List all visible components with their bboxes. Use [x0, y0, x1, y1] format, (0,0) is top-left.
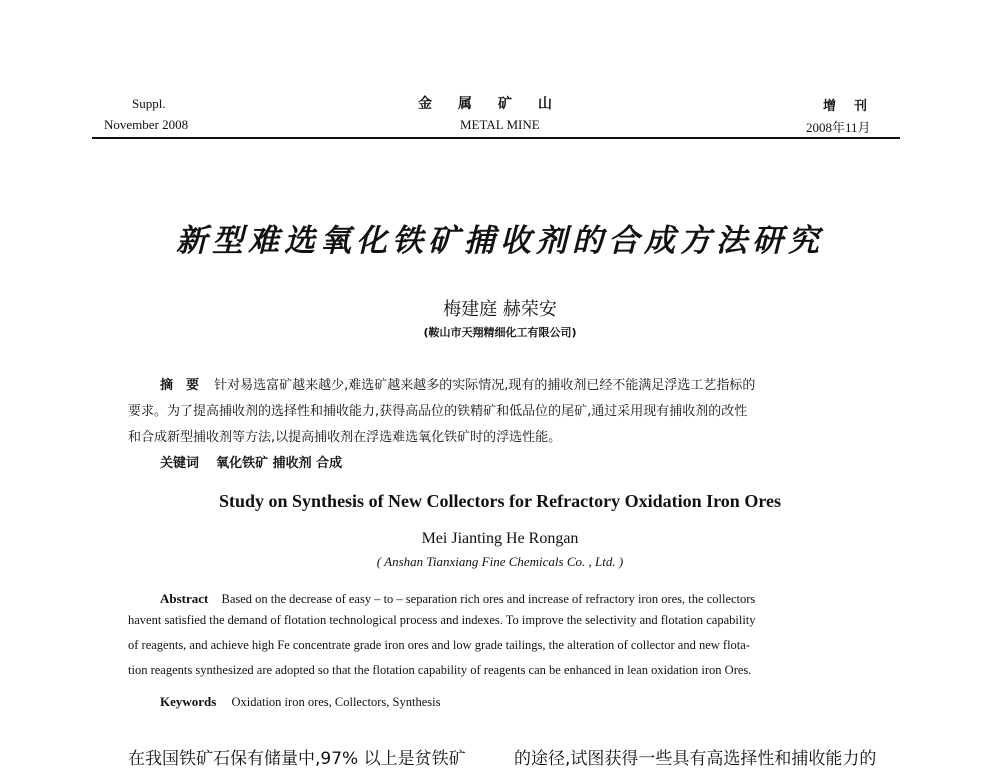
keywords-en-value: Oxidation iron ores, Collectors, Synthesis — [231, 695, 441, 709]
affiliation-en: ( Anshan Tianxiang Fine Chemicals Co. , Ltd. ) — [376, 554, 624, 569]
keywords-en-label: Keywords — [160, 694, 217, 709]
abstract-en-label: Abstract — [160, 591, 209, 606]
body-left-column-text: 在我国铁矿石保有储量中,97% 以上是贫铁矿 — [128, 749, 466, 769]
affiliation-cn: (鞍山市天翔精细化工有限公司) — [423, 326, 577, 339]
header-date: November 2008 — [104, 117, 189, 132]
abstract-en-text1: Based on the decrease of easy – to – separation rich ores and increase of refractory iron ores, the collectors — [221, 592, 756, 606]
authors-cn: 梅建庭 赫荣安 — [443, 299, 557, 320]
abstract-en-line2: havent satisfied the demand of flotation technological process and indexes. To improve the selectivity and flotation capability — [128, 613, 756, 627]
abstract-en-line1 — [160, 588, 755, 607]
abstract-cn-text1: 针对易选富矿越来越少,难选矿越来越多的实际情况,现有的捕收剂已经不能满足浮选工艺指标的 — [214, 378, 756, 393]
keywords-cn-value: 氧化铁矿 捕收剂 合成 — [216, 456, 343, 471]
abstract-cn-line1 — [160, 374, 755, 393]
keywords-cn — [160, 452, 342, 471]
abstract-en-line3: of reagents, and achieve high Fe concentrate grade iron ores and low grade tailings, the alteration of collector and new flota- — [128, 638, 750, 652]
abstract-cn-line2: 要求。为了提高捕收剂的选择性和捕收能力,获得高品位的铁精矿和低品位的尾矿,通过采用现有捕收剂的改性 — [128, 404, 748, 419]
abstract-cn-line3: 和合成新型捕收剂等方法,以提高捕收剂在浮选难选氧化铁矿时的浮选性能。 — [128, 430, 562, 445]
authors-en: Mei Jianting He Rongan — [421, 530, 579, 547]
paper-title-en: Study on Synthesis of New Collectors for Refractory Oxidation Iron Ores — [219, 491, 781, 511]
body-right-column-text: 的途径,试图获得一些具有高选择性和捕收能力的 — [514, 749, 877, 769]
paper-title-cn: 新型难选氧化铁矿捕收剂的合成方法研究 — [176, 223, 824, 259]
header-supplement-cn: 增刊 — [823, 99, 886, 114]
header-date-cn: 2008年11月 — [806, 120, 871, 135]
header-suppl: Suppl. — [132, 96, 166, 111]
keywords-cn-label: 关键词 — [160, 456, 200, 471]
header-rule — [92, 137, 900, 139]
abstract-en-line4: tion reagents synthesized are adopted so that the flotation capability of reagents can be enhanced in lean oxidation iron Ores. — [128, 663, 752, 677]
abstract-cn-label: 摘 要 — [160, 378, 200, 393]
keywords-en — [160, 691, 440, 710]
header-journal-en: METAL MINE — [460, 117, 540, 132]
header-journal-cn: 金属矿山 — [418, 96, 578, 112]
